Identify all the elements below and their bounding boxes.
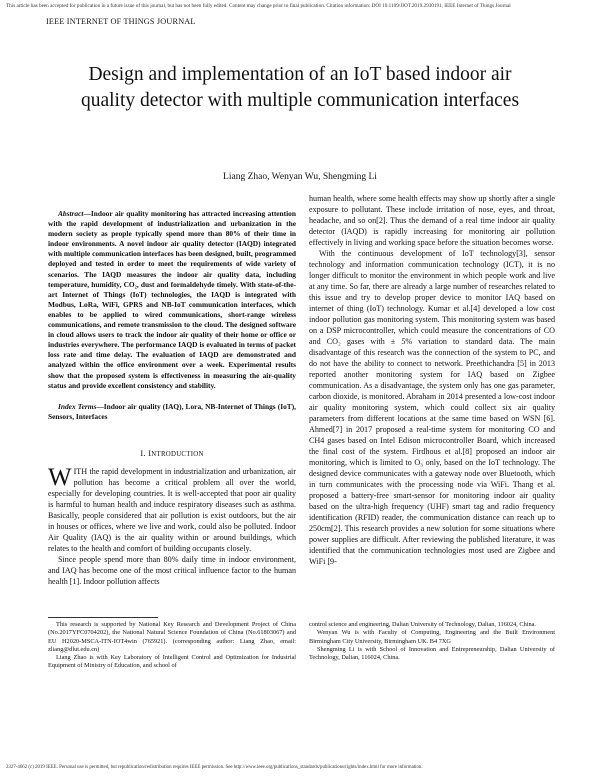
header-banner: This article has been accepted for publication in a future issue of this journal, but has not been fully edited. Content may change prior to final publication. Citation information: DOI 10.1109/JIOT.2019.2930191, IEEE Internet of Things Journal — [6, 3, 511, 9]
left-column — [48, 191, 296, 587]
footnote-author-3: Shengming Li is with School of Innovation and Entrepreneurship, Dalian University of Technology, Dalian, 116024, China. — [309, 645, 555, 662]
drop-cap: W — [48, 463, 72, 491]
intro-paragraph-1-text: ITH the rapid development in industrialization and urbanization, air pollution has become a critical problem all over the world, especially for developing countries. It is well-accepted that poor air quality is harmful to human health and induce respiratory diseases such as asthma. Basically, people considered that air pollution is exist outdoors, but the air in houses or offices, where we live and work, could also be polluted. Indoor Air Quality (IAQ) is the air quality within or around buildings, which relates to the health and comfort of building occupants closely. — [48, 466, 296, 553]
right-column — [309, 193, 555, 567]
copyright-footer: 2327-4662 (c) 2019 IEEE. Personal use is permitted, but republication/redistribution requires IEEE permission. See http://www.ieee.org/publications_standards/publications/rights/index.html for more information. — [6, 765, 423, 770]
intro-paragraph-2: Since people spend more than 80% daily time in indoor environment, and IAQ has become one of the most critical influence factor to the human health [1]. Indoor pollution affects — [48, 554, 296, 586]
footnotes-left — [48, 621, 296, 671]
journal-name: IEEE INTERNET OF THINGS JOURNAL — [46, 17, 196, 26]
intro-paragraph-1 — [48, 463, 296, 554]
index-terms — [48, 402, 296, 422]
abstract — [48, 209, 296, 391]
footnote-funding: This research is supported by National Key Research and Development Project of China (No.2017YFC0704202), the National Natural Science Foundation of China (No.61803067) and EU H2020-MSCA-ITN-IOT4win (765921). (corresponding author: Liang Zhao, email: zliang@dlut.edu.cn) — [48, 621, 296, 653]
footnote-author-1: Liang Zhao is with Key Laboratory of Intelligent Control and Optimization for Industrial Equipment of Ministry of Education, and school of — [48, 654, 296, 670]
section-numeral: I. — [140, 448, 146, 458]
section-title-rest: NTRODUCTION — [151, 450, 204, 458]
paper-title: Design and implementation of an IoT based indoor air quality detector with multiple communication interfaces — [80, 64, 520, 111]
footnote-rule — [48, 617, 158, 618]
right-paragraph-1: human health, where some health effects may show up shortly after a single exposure to pollutant. These include irritation of nose, eyes, and throat, headache, and so on[2]. Thus the demand of a real time indoor air quality detector (IAQD) is rapidly increasing for monitoring air pollution effectively in living and working space before the situation becomes worse. — [309, 194, 555, 247]
footnote-author-1-cont: control science and engineering, Dalian University of Technology, Dalian, 116024, China. — [309, 621, 537, 628]
abstract-text: —Indoor air quality monitoring has attracted increasing attention with the rapid development of industrialization and urbanization in the modern society as people typically spend more than 80% of their time in indoor environments. A novel indoor air quality detector (IAQD) integrated with multiple communication interfaces has been designed, built, programmed deployed and tested in order to meet the requirements of wide variety of scenarios. The IAQD measures the indoor air quality data, including temperature, humidity, CO₂, dust and formaldehyde timely. With state-of-the-art Internet of Things (IoT) technologies, the IAQD is integrated with Modbus, LoRa, WiFi, GPRS and NB-IoT communication interfaces, which enables to be applied to wired communications, short-range wireless communications, and remote transmission to the cloud. The designed software in cloud allows users to track the indoor air quality of their home or office or industries everywhere. The performance IAQD is evaluated in terms of packet loss rate and time delay. The evaluation of IAQD are demonstrated and analyzed within the office environment over a week. Experimental results show that the proposed system is effectiveness in measuring the air-quality status and provide excellent consistency and stability. — [48, 209, 296, 390]
abstract-label: Abstract — [58, 209, 84, 218]
footnotes-right — [309, 621, 555, 662]
footnote-author-2: Wenyan Wu is with Faculty of Computing, Engineering and the Built Environment Birmingham City University, Birmingham UK. B4 7XG — [309, 629, 555, 645]
author-list: Liang Zhao, Wenyan Wu, Shengming Li — [223, 172, 377, 182]
index-terms-label: Index Terms — [58, 401, 97, 411]
right-paragraph-2: With the continuous development of IoT technology[3], sensor technology and information communication technology (ICT), it is no longer difficult to monitor the environment in which people work and live at any time. So far, there are already a large number of researches related to this issue and try to develop proper device to monitor IAQ based on internet of thing (IoT) technology. Kumar et al.[4] developed a low cost indoor pollution gas monitoring system. This monitoring system was based on a DSP microcontroller, which could measure the concentrations of CO and CO₂ gases with ± 5% variation to standard data. The main disadvantage of this research was the connection of the system to PC, and do not have the ability to connect to network. Preethichandra [5] in 2013 reported another monitoring system for IAQ based on Zigbee communication. As a disadvantage, the system only has one gas parameter, carbon dioxide, is monitored. Abraham in 2014 presented a low-cost indoor air quality monitoring system, which could collect six air quality parameters from different locations at the same time based on WSN [6]. Ahmed[7] in 2017 proposed a real-time system for monitoring CO and CH4 gases based on Intel Edison microcontroller Board, which increased the final cost of the system. Firdhous et al.[8] proposed an indoor air monitoring, which is limited to O₃ only, based on the IoT technology. The designed device communicates with a gateway node over Bluetooth, which in turn communicates with the processing node via WiFi. Thang et al. proposed a battery-free smart-sensor for monitoring indoor air quality based on the ultra-high frequency (UHF) smart tag and radio frequency identification (RFID) reader, the communication distance can reach up to 250cm[2]. This research provides a new solution for some situations where power supplies are difficult. After reviewing the published literature, it was identified that the communication technologies most used are Zigbee and WiFi [9- — [309, 249, 555, 566]
section-initial: I — [148, 448, 152, 458]
section-heading — [48, 448, 296, 460]
index-terms-text: —Indoor air quality (IAQ), Lora, NB-Internet of Things (IoT), Sensors, Interfaces — [48, 401, 297, 421]
